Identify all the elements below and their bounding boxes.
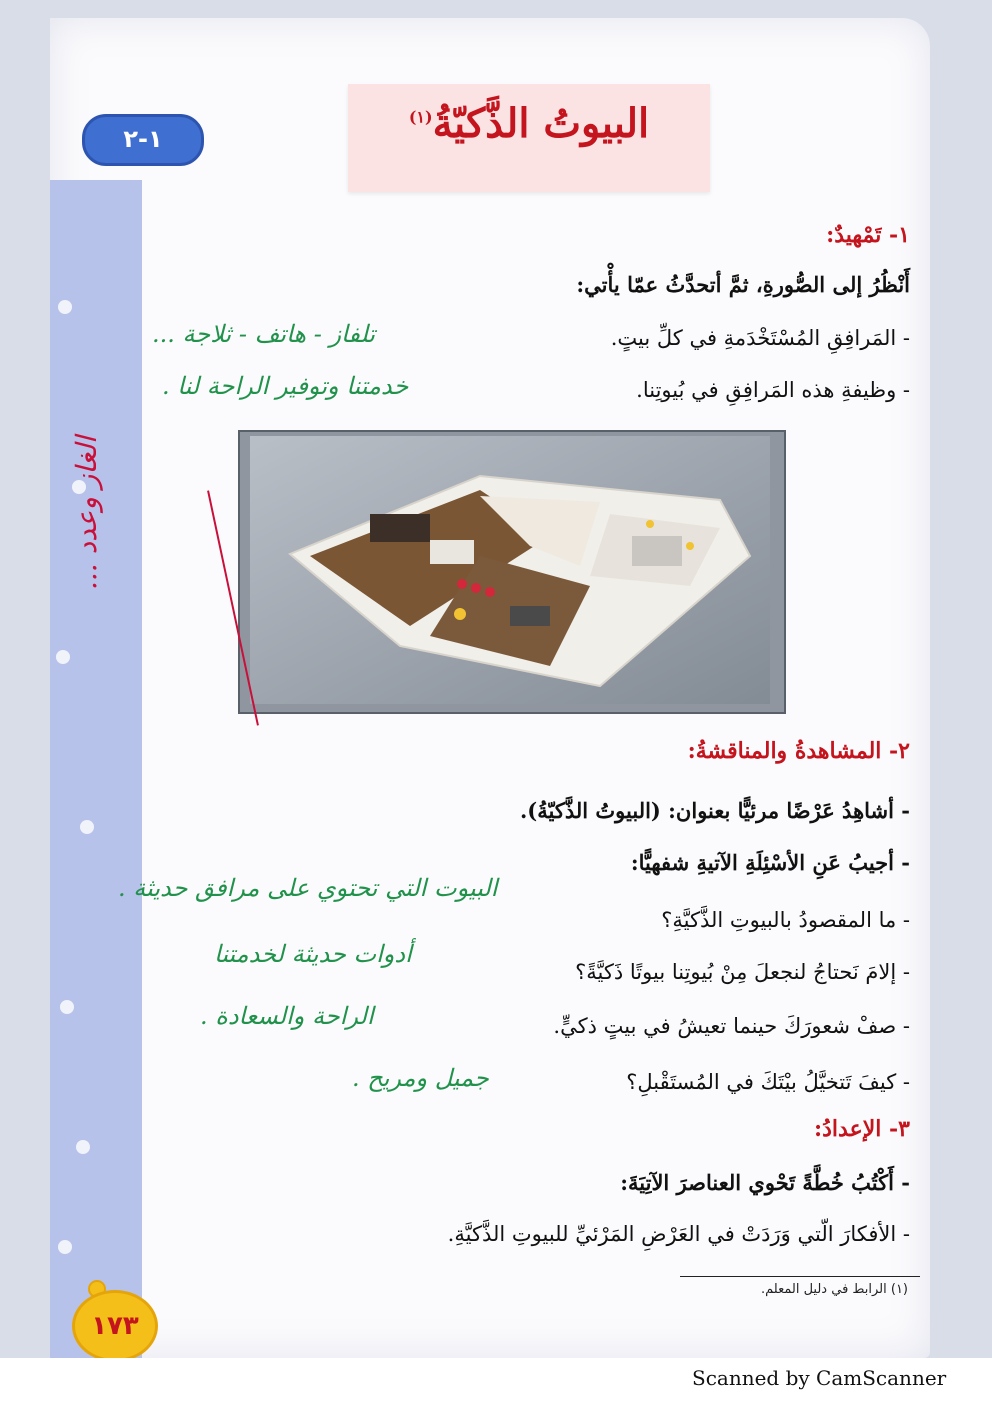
question-1: - ما المقصودُ بالبيوتِ الذَّكيَّةِ؟ [661, 908, 910, 932]
handwritten-note-function: خدمتنا وتوفير الراحة لنا . [162, 372, 409, 400]
section-1-intro: أَنْظُرُ إلى الصُّورةِ، ثمَّ أتحدَّثُ عمّا يأْتي: [576, 272, 910, 297]
camscanner-watermark: Scanned by CamScanner [692, 1366, 947, 1390]
handwritten-answer-1: البيوت التي تحتوي على مرافق حديثة . [118, 874, 498, 902]
section-1-item-function: - وظيفةِ هذه المَرافِقِ في بُيوتِنا. [636, 378, 910, 402]
handwritten-note-facilities: تلفاز - هاتف - ثلاجة ... [152, 320, 376, 348]
section-1-heading: ١- تَمْهيدٌ: [826, 222, 910, 248]
handwritten-answer-2: أدوات حديثة لخدمتنا [214, 940, 412, 968]
handwritten-answer-3: الراحة والسعادة . [200, 1002, 374, 1030]
page-title: البيوتُ الذَّكيّةُ$^{(١)}$ [408, 100, 650, 147]
section-2-watch: - أشاهِدُ عَرْضًا مرئيًّا بعنوان: (البيوتُ الذَّكيّةُ). [520, 798, 910, 823]
decorative-side-strip [50, 180, 142, 1360]
question-4: - كيفَ تَتخيَّلُ بيْتَكَ في المُستَقْبلِ؟ [626, 1070, 910, 1094]
section-3-heading: ٣- الإعدادُ: [814, 1116, 910, 1142]
handwritten-margin-note: الغاز وعدد ... [70, 436, 103, 590]
lesson-number-badge: ١-٢ [82, 114, 204, 166]
section-3-instruction: - أَكْتُبُ خُطَّةً تَحْوي العناصرَ الآتِيَةَ: [620, 1170, 910, 1195]
footnote-divider [680, 1276, 920, 1277]
page-number: ١٧٣ [72, 1290, 158, 1362]
section-3-item-ideas: - الأفكارَ الّتي وَرَدَتْ في العَرْضِ المَرْئيِّ للبيوتِ الذَّكيَّةِ. [447, 1222, 910, 1246]
handwritten-answer-4: جميل ومريح . [352, 1064, 489, 1092]
section-2-heading: ٢- المشاهدةُ والمناقشةُ: [687, 738, 910, 764]
section-2-answer-prompt: - أجيبُ عَنِ الأسْئِلَةِ الآتيةِ شفهيًّا: [630, 850, 910, 875]
question-3: - صفْ شعورَكَ حينما تعيشُ في بيتٍ ذكيٍّ. [553, 1014, 910, 1038]
section-1-item-facilities: - المَرافِقِ المُسْتَخْدَمةِ في كلِّ بيتٍ. [610, 326, 910, 350]
question-2: - إلامَ نَحتاجُ لنجعلَ مِنْ بُيوتِنا بيوتًا ذَكيَّةً؟ [575, 960, 910, 984]
footnote: (١) الرابط في دليل المعلم. [761, 1282, 908, 1297]
smart-home-floorplan-image [250, 436, 770, 704]
